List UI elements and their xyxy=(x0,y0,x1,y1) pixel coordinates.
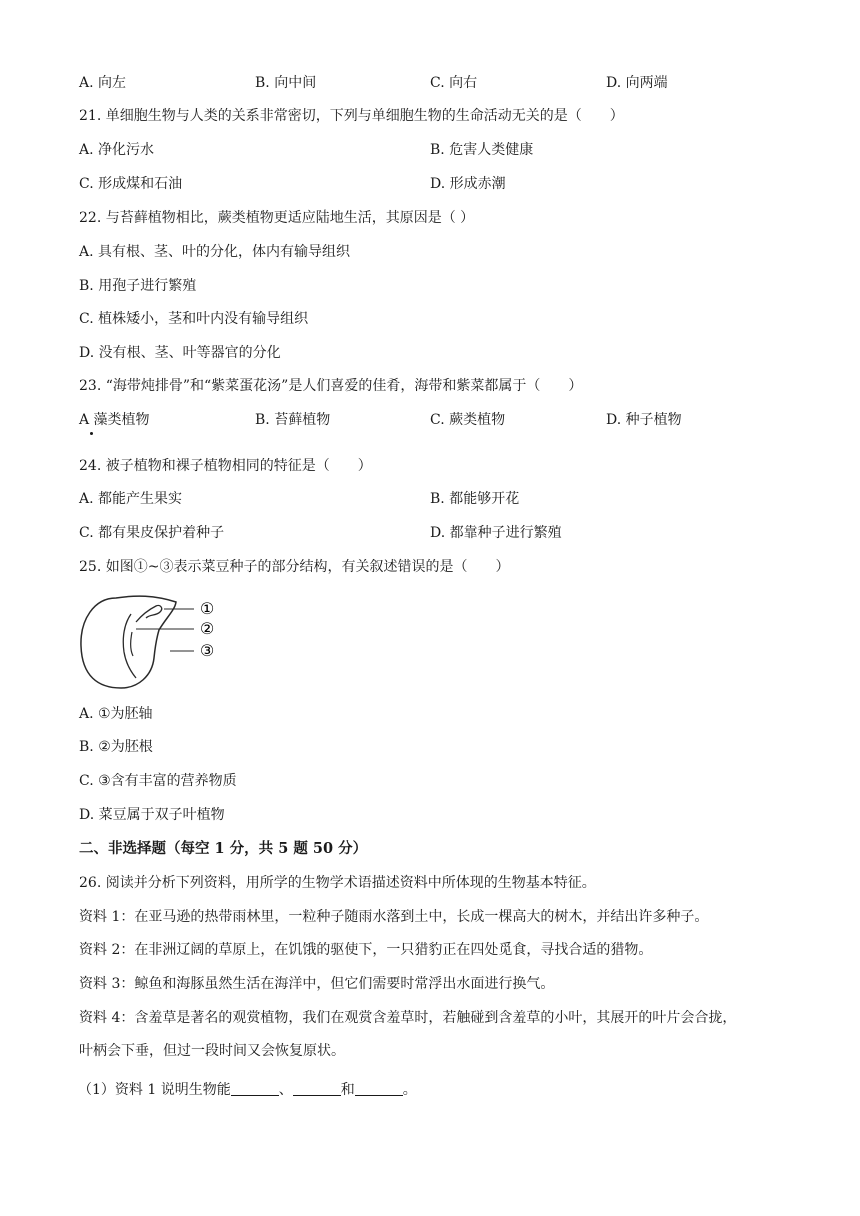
q25-option-c: C. ③含有丰富的营养物质 xyxy=(79,773,237,789)
q26-sub1-end: 。 xyxy=(402,1082,417,1098)
q22-option-a: A. 具有根、茎、叶的分化，体内有输导组织 xyxy=(79,244,351,260)
section-heading: 二、非选择题（每空 1 分，共 5 题 50 分） xyxy=(79,840,368,857)
q23-option-c: C. 蕨类植物 xyxy=(430,412,506,428)
q20-option-b: B. 向中间 xyxy=(255,75,317,91)
q24-option-c: C. 都有果皮保护着种子 xyxy=(79,525,225,541)
q24-stem: 24. 被子植物和裸子植物相同的特征是（ ） xyxy=(79,458,372,474)
q26-material-2: 资料 2：在非洲辽阔的草原上，在饥饿的驱使下，一只猎豹正在四处觅食，寻找合适的猎物。 xyxy=(79,942,653,958)
figure-label-1: ① xyxy=(199,599,215,618)
q20-option-a: A. 向左 xyxy=(79,75,127,91)
q21-option-d: D. 形成赤潮 xyxy=(430,176,506,192)
q23-option-b: B. 苔藓植物 xyxy=(255,412,331,428)
q26-material-4-line1: 资料 4：含羞草是著名的观赏植物，我们在观赏含羞草时，若触碰到含羞草的小叶，其展开的叶片会合拢， xyxy=(79,1010,737,1026)
q20-option-d: D. 向两端 xyxy=(606,75,668,91)
q24-option-d: D. 都靠种子进行繁殖 xyxy=(430,525,562,541)
bean-seed-diagram xyxy=(76,592,226,694)
figure-label-2: ② xyxy=(199,619,215,638)
q25-option-a: A. ①为胚轴 xyxy=(79,706,153,722)
answer-blank-2[interactable] xyxy=(293,1081,341,1096)
figure-label-3: ③ xyxy=(199,641,215,660)
stray-dot xyxy=(90,432,93,435)
q26-sub1-sep1: 、 xyxy=(278,1082,293,1098)
q25-stem: 25. 如图①~③表示菜豆种子的部分结构，有关叙述错误的是（ ） xyxy=(79,559,510,575)
q22-option-d: D. 没有根、茎、叶等器官的分化 xyxy=(79,345,281,361)
q24-option-b: B. 都能够开花 xyxy=(430,491,520,507)
answer-blank-3[interactable] xyxy=(355,1081,403,1096)
q21-option-a: A. 净化污水 xyxy=(79,142,155,158)
q26-material-3: 资料 3：鲸鱼和海豚虽然生活在海洋中，但它们需要时常浮出水面进行换气。 xyxy=(79,976,555,992)
q25-option-b: B. ②为胚根 xyxy=(79,739,153,755)
q20-option-c: C. 向右 xyxy=(430,75,478,91)
q22-option-c: C. 植株矮小，茎和叶内没有输导组织 xyxy=(79,311,309,327)
q22-stem: 22. 与苔藓植物相比，蕨类植物更适应陆地生活，其原因是（ ） xyxy=(79,210,475,226)
q26-sub1-prefix: （1）资料 1 说明生物能 xyxy=(78,1082,231,1098)
q26-material-1: 资料 1：在亚马逊的热带雨林里，一粒种子随雨水落到土中，长成一棵高大的树木，并结出许多种子。 xyxy=(79,909,709,925)
q23-stem: 23. “海带炖排骨”和“紫菜蛋花汤”是人们喜爱的佳肴，海带和紫菜都属于（ ） xyxy=(79,378,583,394)
q21-stem: 21. 单细胞生物与人类的关系非常密切，下列与单细胞生物的生命活动无关的是（ ） xyxy=(79,108,624,124)
q21-option-b: B. 危害人类健康 xyxy=(430,142,534,158)
q23-option-a: A 藻类植物 xyxy=(79,412,150,428)
q26-sub1-sep2: 和 xyxy=(340,1082,355,1098)
q21-option-c: C. 形成煤和石油 xyxy=(79,176,183,192)
q26-sub1 xyxy=(78,1080,417,1100)
q25-option-d: D. 菜豆属于双子叶植物 xyxy=(79,807,225,823)
q24-option-a: A. 都能产生果实 xyxy=(79,491,183,507)
q26-stem: 26. 阅读并分析下列资料，用所学的生物学术语描述资料中所体现的生物基本特征。 xyxy=(79,875,596,891)
answer-blank-1[interactable] xyxy=(231,1081,279,1096)
q26-material-4-line2: 叶柄会下垂，但过一段时间又会恢复原状。 xyxy=(79,1043,345,1059)
q22-option-b: B. 用孢子进行繁殖 xyxy=(79,278,197,294)
q23-option-d: D. 种子植物 xyxy=(606,412,682,428)
